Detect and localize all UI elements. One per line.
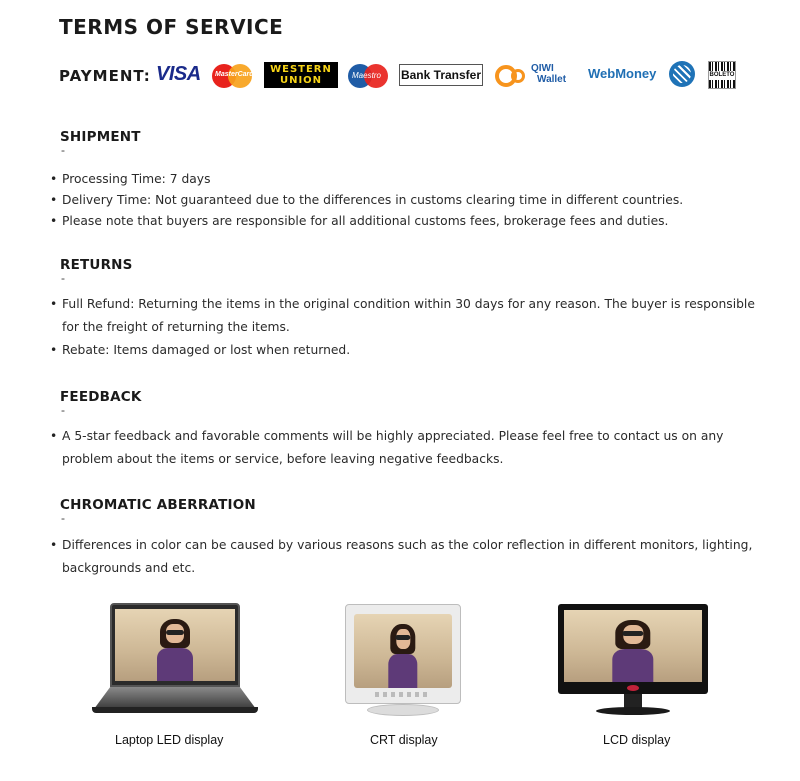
visa-logo: VISA — [156, 63, 201, 85]
section-heading-returns: RETURNS — [60, 257, 133, 273]
western-union-line2: UNION — [279, 75, 323, 86]
list-item: • Rebate: Items damaged or lost when returned. — [50, 339, 755, 362]
payment-methods — [59, 60, 759, 90]
mastercard-logo — [212, 62, 254, 88]
payment-label: PAYMENT: — [59, 67, 151, 85]
list-item: • Processing Time: 7 days — [50, 169, 770, 190]
list-item: • Please note that buyers are responsible for all additional customs fees, brokerage fees and duties. — [50, 211, 770, 232]
lcd-display-image — [558, 604, 708, 718]
list-item: • Delivery Time: Not guaranteed due to the differences in customs clearing time in different countries. — [50, 190, 770, 211]
maestro-logo — [348, 62, 390, 88]
list-item: • A 5-star feedback and favorable comments will be highly appreciated. Please feel free to contact us on any problem about the items or service, before leaving negative feedbacks. — [50, 425, 730, 471]
boleto-text: BOLETO — [709, 72, 735, 78]
laptop-display-image — [90, 603, 260, 718]
shipment-list — [50, 169, 770, 232]
western-union-logo — [264, 62, 338, 88]
qiwi-line2: Wallet — [537, 74, 567, 85]
returns-list — [50, 293, 755, 362]
crt-display-image — [345, 604, 461, 718]
section-heading-feedback: FEEDBACK — [60, 389, 142, 405]
page-title: TERMS OF SERVICE — [59, 15, 284, 39]
section-dash: - — [61, 403, 65, 417]
bank-transfer-logo: Bank Transfer — [399, 64, 483, 86]
list-item: • Full Refund: Returning the items in the original condition within 30 days for any reason. The buyer is responsible for the freight of returning the items. — [50, 293, 755, 339]
section-heading-chromatic-aberration: CHROMATIC ABERRATION — [60, 497, 256, 513]
webmoney-logo: WebMoney — [588, 66, 657, 81]
maestro-text: Maestro — [352, 71, 381, 80]
list-item: • Differences in color can be caused by various reasons such as the color reflection in different monitors, lighting, backgrounds and etc. — [50, 534, 755, 580]
section-dash: - — [61, 511, 65, 525]
section-heading-shipment: SHIPMENT — [60, 129, 141, 145]
section-dash: - — [61, 143, 65, 157]
caption-lcd: LCD display — [603, 733, 671, 747]
western-union-line1: WESTERN — [270, 64, 332, 75]
chromatic-list — [50, 534, 755, 580]
boleto-logo — [708, 61, 736, 89]
qiwi-line1: QIWI — [531, 63, 554, 74]
qiwi-wallet-logo — [495, 62, 577, 90]
mastercard-text: MasterCard — [215, 71, 254, 78]
section-dash: - — [61, 271, 65, 285]
caption-crt: CRT display — [370, 733, 438, 747]
feedback-list — [50, 425, 730, 471]
caption-laptop: Laptop LED display — [115, 733, 224, 747]
webmoney-globe-icon — [669, 61, 695, 87]
